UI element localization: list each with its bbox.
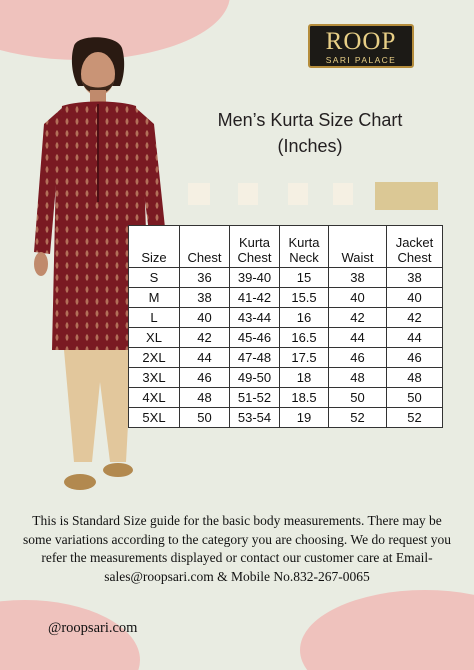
table-cell: 40 bbox=[180, 308, 230, 328]
table-cell: 4XL bbox=[129, 388, 180, 408]
table-cell: 48 bbox=[387, 368, 443, 388]
table-cell: 38 bbox=[387, 268, 443, 288]
tape-strip bbox=[375, 182, 438, 210]
tape-strip bbox=[288, 183, 308, 205]
page-title: Men’s Kurta Size Chart bbox=[217, 110, 403, 130]
table-cell: 17.5 bbox=[280, 348, 329, 368]
table-cell: S bbox=[129, 268, 180, 288]
table-row bbox=[129, 348, 443, 368]
table-cell: 16.5 bbox=[280, 328, 329, 348]
table-row bbox=[129, 288, 443, 308]
table-cell: 41-42 bbox=[230, 288, 280, 308]
table-cell: 15.5 bbox=[280, 288, 329, 308]
table-cell: 2XL bbox=[129, 348, 180, 368]
table-row bbox=[129, 328, 443, 348]
table-cell: L bbox=[129, 308, 180, 328]
header-line: Chest bbox=[187, 250, 222, 265]
table-row bbox=[129, 308, 443, 328]
table-cell: 47-48 bbox=[230, 348, 280, 368]
table-row bbox=[129, 368, 443, 388]
table-cell: 18 bbox=[280, 368, 329, 388]
column-header-chest bbox=[180, 226, 230, 268]
table-cell: 42 bbox=[180, 328, 230, 348]
column-header-kurta-chest bbox=[230, 226, 280, 268]
table-cell: 19 bbox=[280, 408, 329, 428]
table-cell: 51-52 bbox=[230, 388, 280, 408]
social-handle: @roopsari.com bbox=[48, 620, 138, 636]
table-cell: 45-46 bbox=[230, 328, 280, 348]
table-cell: 46 bbox=[329, 348, 387, 368]
table-cell: 43-44 bbox=[230, 308, 280, 328]
header-line: Size bbox=[141, 250, 167, 265]
table-cell: 38 bbox=[180, 288, 230, 308]
brand-subtitle: SARI PALACE bbox=[325, 55, 397, 65]
table-cell: 50 bbox=[387, 388, 443, 408]
column-header-kurta-neck bbox=[280, 226, 329, 268]
table-cell: 3XL bbox=[129, 368, 180, 388]
table-cell: 15 bbox=[280, 268, 329, 288]
table-cell: 42 bbox=[387, 308, 443, 328]
table-row bbox=[129, 388, 443, 408]
table-cell: 16 bbox=[280, 308, 329, 328]
tape-strip bbox=[333, 183, 353, 205]
table-cell: 39-40 bbox=[230, 268, 280, 288]
size-guide-note: This is Standard Size guide for the basic body measurements. There may be some variations according to the category you are choosing. We do request you refer the measurements displayed or contact our customer care at Email-sales@roopsari.com & Mobile No.832-267-0065 bbox=[23, 513, 451, 584]
column-header-waist bbox=[329, 226, 387, 268]
table-cell: 46 bbox=[180, 368, 230, 388]
table-cell: 44 bbox=[387, 328, 443, 348]
table-cell: 52 bbox=[387, 408, 443, 428]
table-cell: 49-50 bbox=[230, 368, 280, 388]
tape-strip bbox=[188, 183, 210, 205]
table-cell: 48 bbox=[329, 368, 387, 388]
header-line: Kurta bbox=[288, 235, 320, 250]
table-cell: 50 bbox=[329, 388, 387, 408]
table-cell: 5XL bbox=[129, 408, 180, 428]
table-cell: XL bbox=[129, 328, 180, 348]
table-cell: 53-54 bbox=[230, 408, 280, 428]
table-cell: 40 bbox=[387, 288, 443, 308]
table-cell: 48 bbox=[180, 388, 230, 408]
brand-name: ROOP bbox=[325, 28, 397, 55]
header-line: Chest bbox=[397, 250, 432, 265]
header-line: Chest bbox=[237, 250, 272, 265]
table-cell: 38 bbox=[329, 268, 387, 288]
table-cell: 44 bbox=[329, 328, 387, 348]
decorative-blob bbox=[300, 590, 474, 670]
table-row bbox=[129, 268, 443, 288]
header-line: Neck bbox=[289, 250, 319, 265]
header-line: Waist bbox=[341, 250, 374, 265]
table-cell: 46 bbox=[387, 348, 443, 368]
table-cell: M bbox=[129, 288, 180, 308]
table-row bbox=[129, 408, 443, 428]
header-line: Jacket bbox=[395, 235, 434, 250]
brand-logo bbox=[308, 24, 414, 68]
column-header-jacket-chest bbox=[387, 226, 443, 268]
size-chart-table bbox=[128, 225, 443, 428]
tape-strip bbox=[238, 183, 258, 205]
header-line: Kurta bbox=[238, 235, 271, 250]
table-cell: 36 bbox=[180, 268, 230, 288]
table-cell: 42 bbox=[329, 308, 387, 328]
table-cell: 18.5 bbox=[280, 388, 329, 408]
page-subtitle: (Inches) bbox=[277, 136, 343, 156]
table-header-row bbox=[129, 226, 443, 268]
table-cell: 44 bbox=[180, 348, 230, 368]
table-cell: 50 bbox=[180, 408, 230, 428]
table-cell: 40 bbox=[329, 288, 387, 308]
table-cell: 52 bbox=[329, 408, 387, 428]
column-header-size bbox=[129, 226, 180, 268]
